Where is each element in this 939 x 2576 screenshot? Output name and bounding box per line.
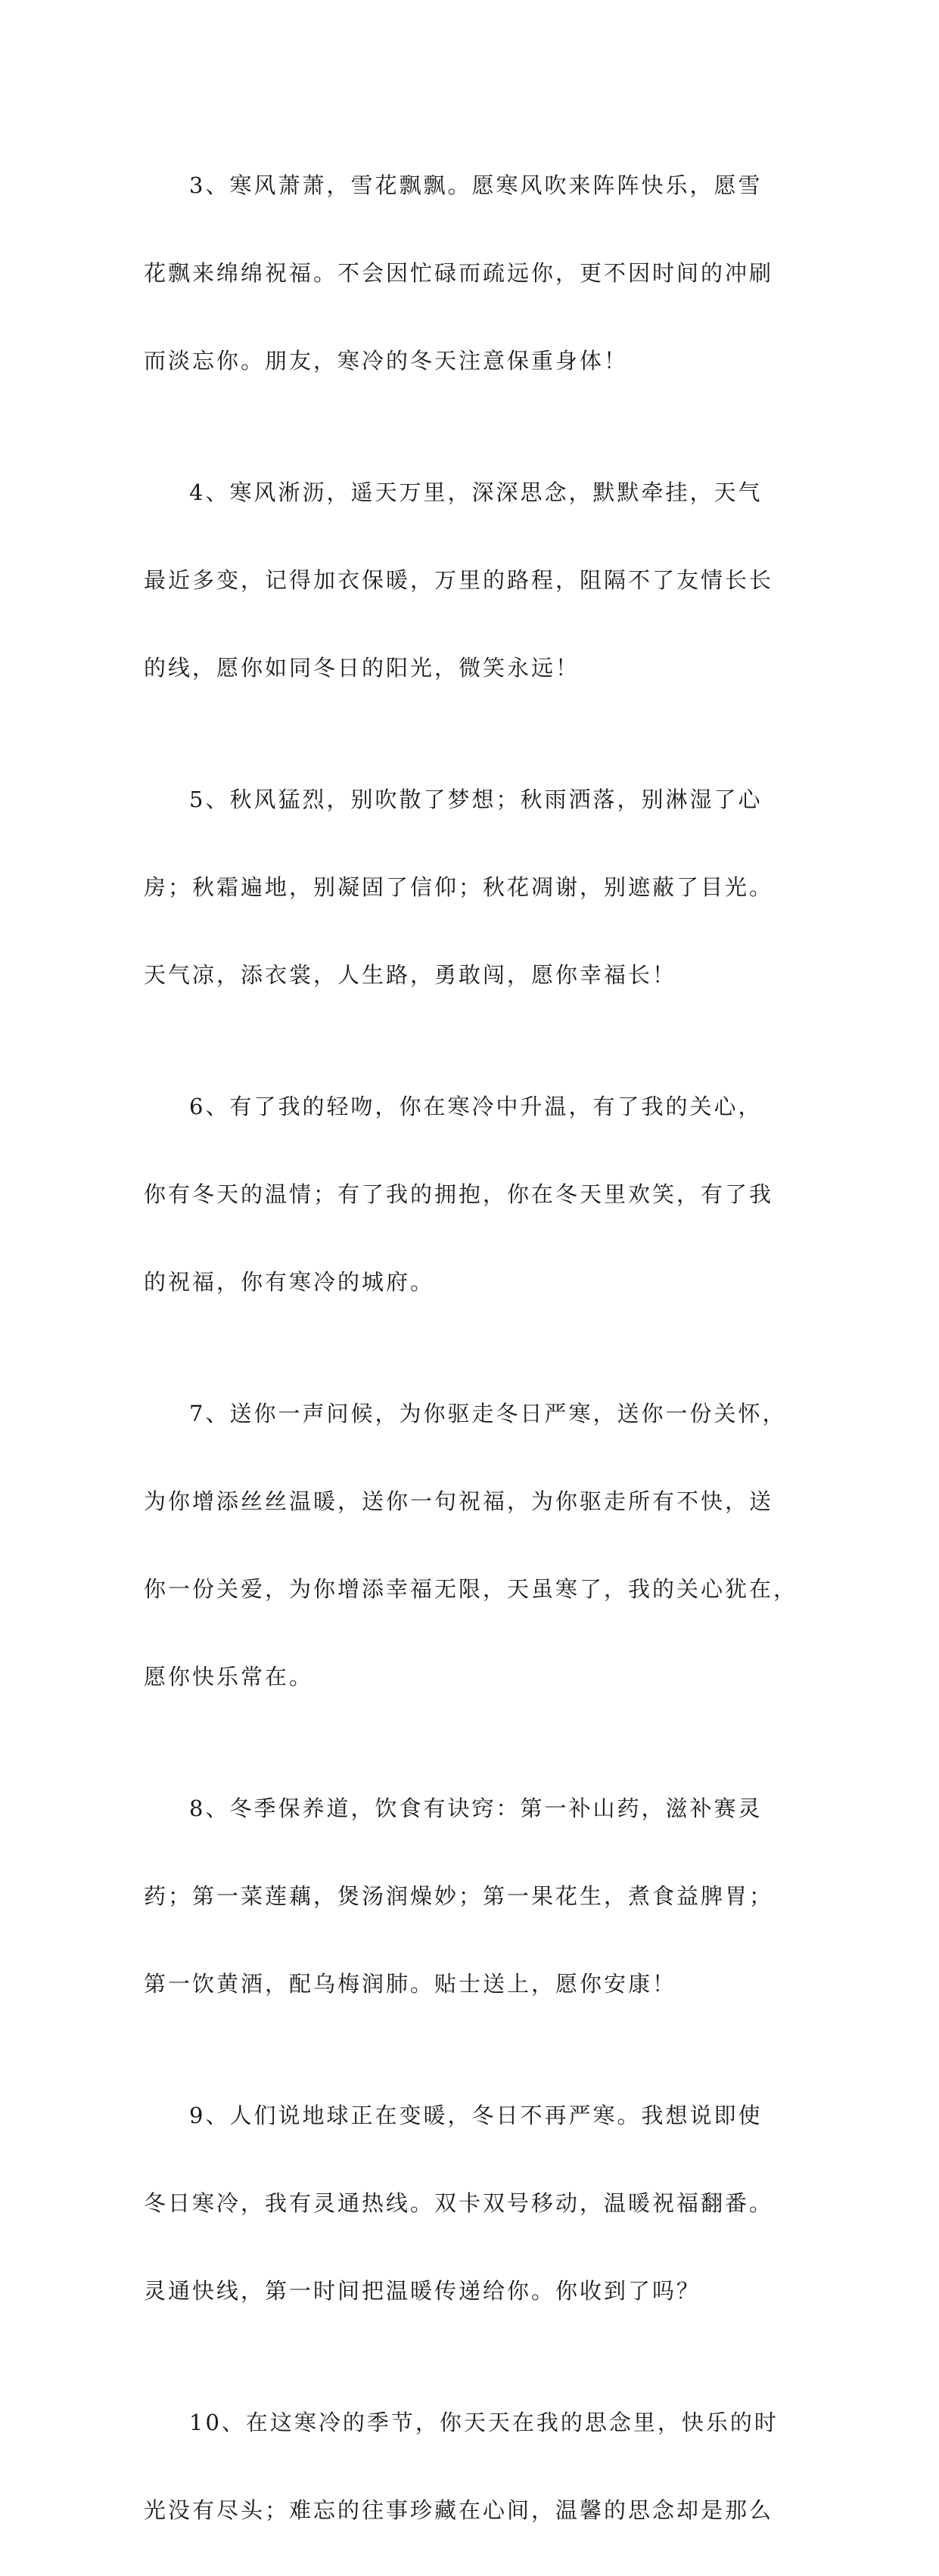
text-line: 9、人们说地球正在变暖，冬日不再严寒。我想说即使	[189, 2103, 763, 2128]
document-body	[144, 119, 810, 2576]
paragraph-6	[144, 1041, 810, 1348]
paragraph-10	[144, 2357, 810, 2576]
paragraph-4	[144, 427, 810, 734]
text-line: 药；第一菜莲藕，煲汤润燥妙；第一果花生，煮食益脾胃；	[144, 1883, 774, 1909]
text-line: 的祝福，你有寒冷的城府。	[144, 1269, 435, 1295]
text-line: 光没有尽头；难忘的往事珍藏在心间，温馨的思念却是那么	[144, 2497, 774, 2523]
text-line: 第一饮黄酒，配乌梅润肺。贴士送上，愿你安康！	[144, 1971, 677, 1997]
text-line: 为你增添丝丝温暖，送你一句祝福，为你驱走所有不快，送	[144, 1488, 774, 1514]
text-line: 你有冬天的温情；有了我的拥抱，你在冬天里欢笑，有了我	[144, 1181, 774, 1207]
text-line: 冬日寒冷，我有灵通热线。双卡双号移动，温暖祝福翻番。	[144, 2190, 774, 2216]
text-line: 5、秋风猛烈，别吹散了梦想；秋雨洒落，别淋湿了心	[189, 787, 763, 812]
text-line: 7、送你一声问候，为你驱走冬日严寒，送你一份关怀，	[189, 1401, 787, 1426]
paragraph-3	[144, 119, 810, 427]
text-line: 10、在这寒冷的季节，你天天在我的思念里，快乐的时	[189, 2410, 779, 2435]
paragraph-7	[144, 1348, 810, 1743]
paragraph-5	[144, 734, 810, 1041]
text-line: 天气凉，添衣裳，人生路，勇敢闯，愿你幸福长！	[144, 962, 677, 988]
text-line: 而淡忘你。朋友，寒冷的冬天注意保重身体！	[144, 348, 629, 374]
text-line: 房；秋霜遍地，别凝固了信仰；秋花凋谢，别遮蔽了目光。	[144, 874, 774, 900]
text-line: 愿你快乐常在。	[144, 1664, 314, 1690]
text-line: 花飘来绵绵祝福。不会因忙碌而疏远你，更不因时间的冲刷	[144, 260, 774, 286]
text-line: 3、寒风萧萧，雪花飘飘。愿寒风吹来阵阵快乐，愿雪	[189, 172, 763, 198]
text-line: 最近多变，记得加衣保暖，万里的路程，阻隔不了友情长长	[144, 567, 774, 593]
text-line: 8、冬季保养道，饮食有诀窍：第一补山药，滋补赛灵	[189, 1795, 763, 1821]
paragraph-9	[144, 2050, 810, 2357]
paragraph-8	[144, 1743, 810, 2050]
text-line: 的线，愿你如同冬日的阳光，微笑永远！	[144, 655, 580, 681]
text-line: 4、寒风淅沥，遥天万里，深深思念，默默牵挂，天气	[189, 480, 763, 505]
text-line: 6、有了我的轻吻，你在寒冷中升温，有了我的关心，	[189, 1094, 763, 1119]
text-line: 你一份关爱，为你增添幸福无限，天虽寒了，我的关心犹在，	[144, 1576, 798, 1602]
text-line: 灵通快线，第一时间把温暖传递给你。你收到了吗？	[144, 2278, 701, 2304]
